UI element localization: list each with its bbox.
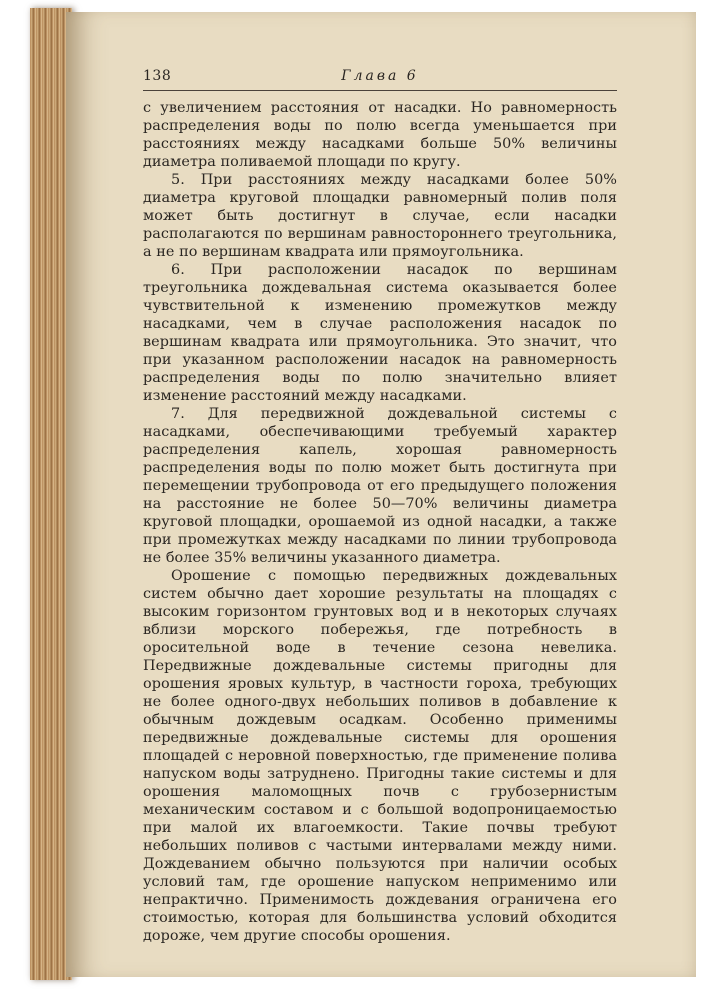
running-head: [143, 68, 617, 91]
paragraph-item-5: 5. При расстояниях между насадками более 50% диаметра круговой площадки равномерный полив поля может быть достигнут в случае, если насадки располагаются по вершинам равностороннего треугольника, а не по вершинам квадрата или прямоугольника.: [143, 172, 617, 260]
paragraph-item-6: 6. При расположении насадок по вершинам треугольника дождевальная система оказывается более чувствительной к изменению промежутков между насадками, чем в случае расположения насадок по вершинам квадрата или прямоугольника. Это значит, что при указанном расположении насадок на равномерность распределения воды по полю значительно влияет изменение расстояний между насадками.: [143, 262, 617, 404]
paragraph-mobile-sprinkler-systems: Орошение с помощью передвижных дождевальных систем обычно дает хорошие результаты на площадях с высоким горизонтом грунтовых вод и в некоторых случаях вблизи морского побережья, где потребность в оросительной воде в течение сезона невелика. Передвижные дождевальные системы пригодны для орошения яровых культур, в частности гороха, требующих не более одного-двух небольших поливов в добавление к обычным дождевым осадкам. Особенно применимы передвижные дождевальные системы для орошения площадей с неровной поверхностью, где применение полива напуском воды затруднено. Пригодны такие системы и для орошения маломощных почв с грубозернистым механическим составом и с большой водопроницаемостью при малой их влагоемкости. Такие почвы требуют небольших поливов с частыми интервалами между ними. Дождеванием обычно пользуются при наличии особых условий там, где орошение напуском неприменимо или непрактично. Применимость дождевания ограничена его стоимостью, которая для большинства условий обходится дороже, чем другие способы орошения.: [143, 568, 617, 944]
page-content: [143, 68, 617, 945]
page-number: 138: [143, 68, 172, 84]
body-text: [143, 99, 617, 945]
paragraph-continuation: с увеличением расстояния от насадки. Но равномерность распределения воды по полю всегда уменьшается при расстояниях между насадками больше 50% величины диаметра поливаемой площади по кругу.: [143, 100, 617, 170]
chapter-title: Глава 6: [341, 68, 419, 84]
book-page: [66, 12, 696, 977]
paragraph-item-7: 7. Для передвижной дождевальной системы с насадками, обеспечивающими требуемый характер распределения капель, хорошая равномерность распределения воды по полю может быть достигнута при перемещении трубопровода от его предыдущего положения на расстояние не более 50—70% величины диаметра круговой площадки, орошаемой из одной насадки, а также при промежутках между насадками по линии трубопровода не более 35% величины указанного диаметра.: [143, 406, 617, 566]
